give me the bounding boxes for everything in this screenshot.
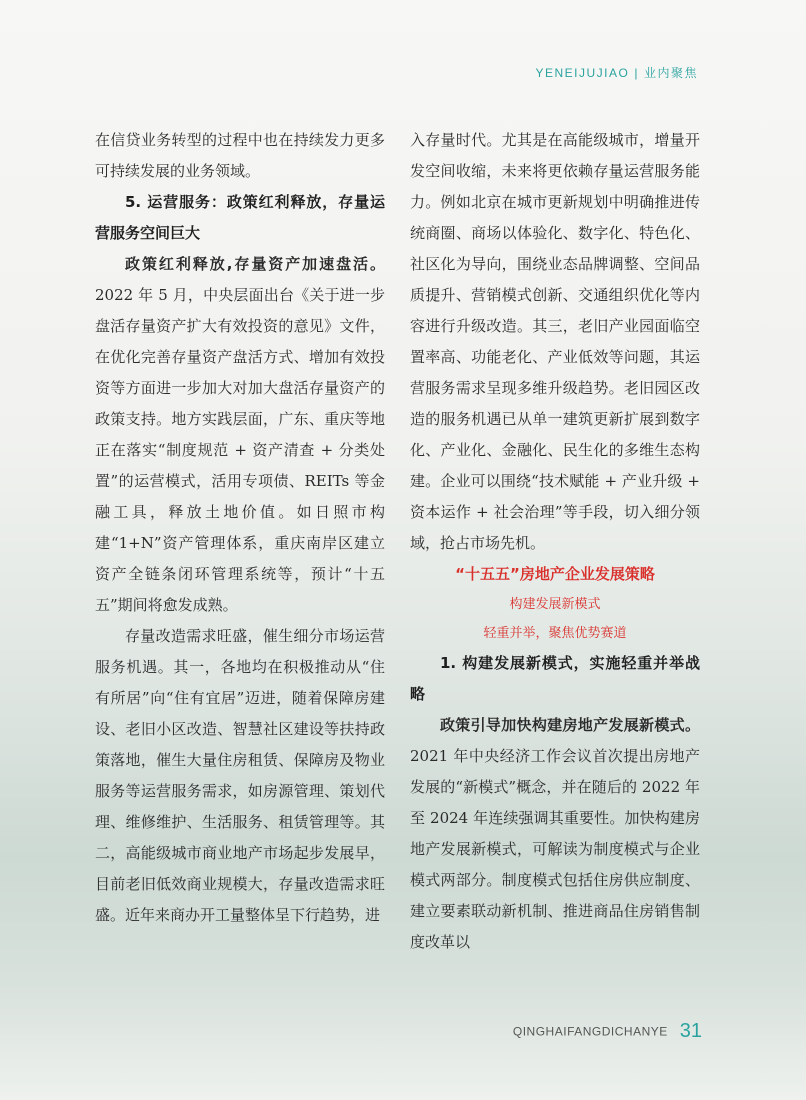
section-title: “十五五”房地产企业发展策略 <box>455 565 655 583</box>
paragraph-lead: 政策红利释放,存量资产加速盘活。 <box>125 255 385 273</box>
paragraph-body: 2021 年中央经济工作会议首次提出房地产发展的“新模式”概念，并在随后的 2022 年至 2024 年连续强调其重要性。加快构建房地产发展新模式，可解读为制度模式与企业模式两部分。制度模式包括住房供应制度、建立要素联动新机制、推进商品住房销售制度改革以 <box>410 747 700 951</box>
paragraph <box>95 249 385 621</box>
publication-name: QINGHAIFANGDICHANYE <box>512 1024 668 1039</box>
paragraph-lead: 政策引导加快构建房地产发展新模式。 <box>440 716 700 734</box>
header-latin: YENEIJUJIAO <box>535 66 630 80</box>
paragraph: 存量改造需求旺盛，催生细分市场运营服务机遇。其一，各地均在积极推动从“住有所居”向“住有宜居”迈进，随着保障房建设、老旧小区改造、智慧社区建设等扶持政策落地，催生大量住房租赁、保障房及物业服务等运营服务需求，如房源管理、策划代理、维修维护、生活服务、租赁管理等。其二，高能级城市商业地产市场起步发展早，目前老旧低效商业规模大，存量改造需求旺盛。近年来商办开工量整体呈下行趋势，进 <box>95 627 385 924</box>
page-footer <box>513 1020 702 1043</box>
paragraph: 入存量时代。尤其是在高能级城市，增量开发空间收缩，未来将更依赖存量运营服务能力。例如北京在城市更新规划中明确推进传统商圈、商场以体验化、数字化、特色化、社区化为导向，围绕业态品牌调整、空间品质提升、营销模式创新、交通组织优化等内容进行升级改造。其三，老旧产业园面临空置率高、功能老化、产业低效等问题，其运营服务需求呈现多维升级趋势。老旧园区改造的服务机遇已从单一建筑更新扩展到数字化、产业化、金融化、民生化的多维生态构建。企业可以围绕“技术赋能 + 产业升级 + 资本运作 + 社会治理”等手段，切入细分领域，抢占市场先机。 <box>410 131 700 552</box>
section-subtitle: 构建发展新模式 <box>509 597 601 612</box>
section-heading-5: 5. 运营服务：政策红利释放，存量运营服务空间巨大 <box>95 193 385 242</box>
paragraph: 在信贷业务转型的过程中也在持续发力更多可持续发展的业务领域。 <box>95 131 385 180</box>
section-heading-1: 1. 构建发展新模式，实施轻重并举战略 <box>410 654 700 703</box>
paragraph <box>410 710 700 958</box>
paragraph-body: 2022 年 5 月，中央层面出台《关于进一步盘活存量资产扩大有效投资的意见》文件，在优化完善存量资产盘活方式、增加有效投资等方面进一步加大对加大盘活存量资产的政策支持。地方实践层面，广东、重庆等地正在落实“制度规范 + 资产清查 + 分类处置”的运营模式，活用专项债、REITs 等金融工具，释放土地价值。如日照市构建“1+N”资产管理体系，重庆南岸区建立资产全链条闭环管理系统等，预计“十五五”期间将愈发成熟。 <box>95 286 385 614</box>
header-separator: | <box>634 66 639 80</box>
right-column <box>410 125 700 958</box>
running-header <box>536 64 699 81</box>
page-number: 31 <box>679 1020 702 1042</box>
header-column-name: 业内聚焦 <box>643 66 698 80</box>
section-subtitle: 轻重并举，聚焦优势赛道 <box>483 626 627 641</box>
left-column <box>95 125 385 931</box>
